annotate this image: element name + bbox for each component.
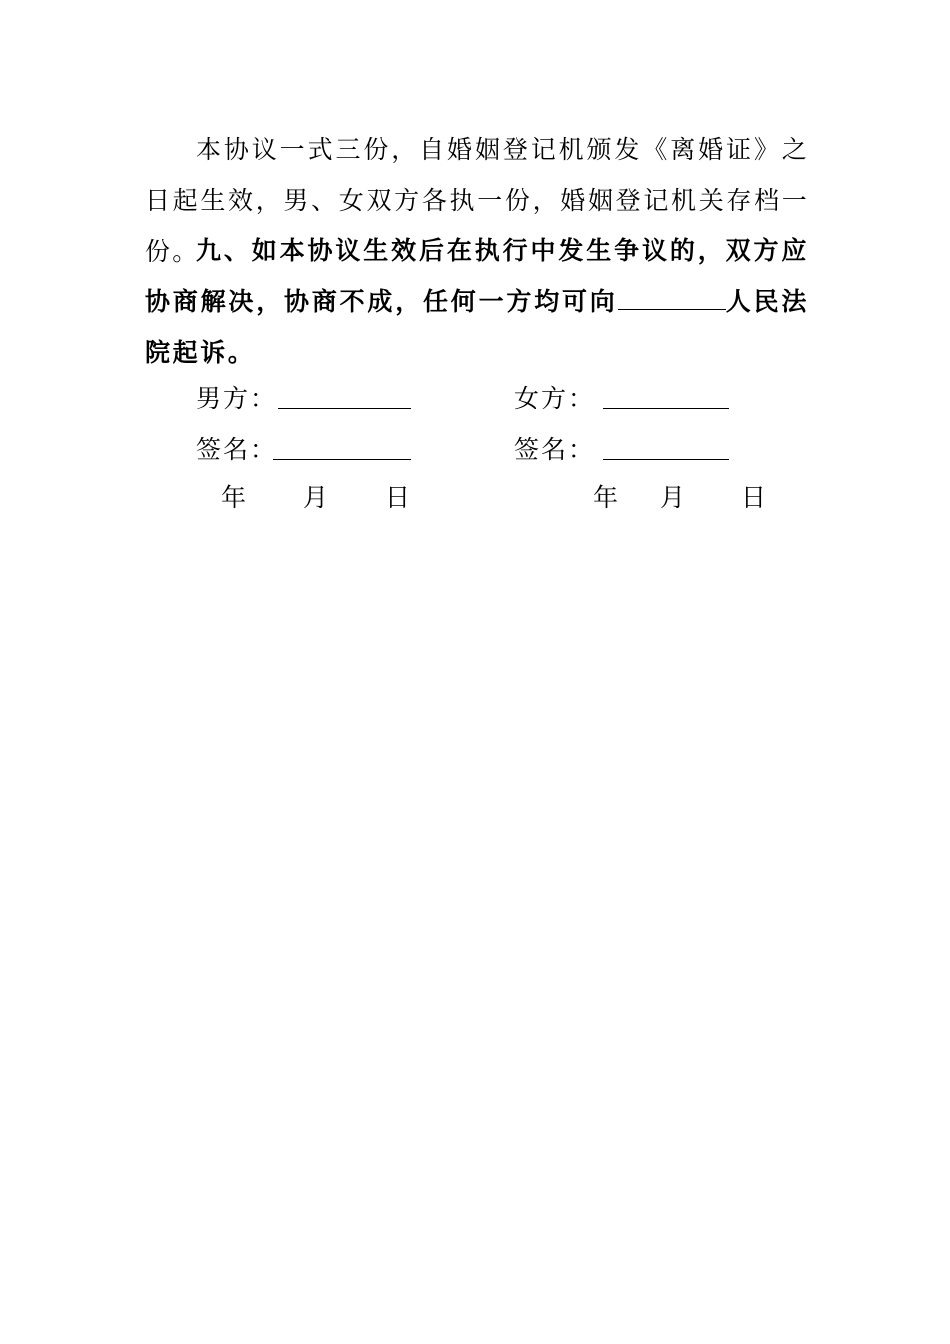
female-party-line[interactable] — [603, 408, 729, 409]
male-signature-line[interactable] — [273, 459, 411, 460]
male-date-day: 日 — [385, 483, 411, 512]
court-name-blank[interactable] — [618, 285, 726, 310]
female-signature-line[interactable] — [603, 459, 729, 460]
dispute-clause-text-before: 九、如本协议生效后在执行中发生争议的，双方应协商解决，协商不成，任何一方均可向 — [145, 236, 809, 316]
female-date-day: 日 — [741, 483, 767, 512]
female-party-label: 女方： — [514, 384, 596, 413]
female-signature-label: 签名： — [514, 435, 596, 464]
dispute-clause-text-after: 人民法院起诉。 — [145, 287, 809, 367]
male-date-year: 年 — [221, 483, 247, 512]
male-signature-label: 签名： — [196, 435, 278, 464]
paragraph-dispute-clause — [145, 225, 809, 378]
male-date-month: 月 — [303, 483, 329, 512]
paragraph-copies-clause: 本协议一式三份，自婚姻登记机颁发《离婚证》之日起生效，男、女双方各执一份，婚姻登记机关存档一份。 — [145, 135, 809, 266]
male-party-label: 男方： — [196, 384, 278, 413]
female-date-year: 年 — [593, 483, 619, 512]
male-party-line[interactable] — [278, 408, 411, 409]
female-date-month: 月 — [660, 483, 686, 512]
